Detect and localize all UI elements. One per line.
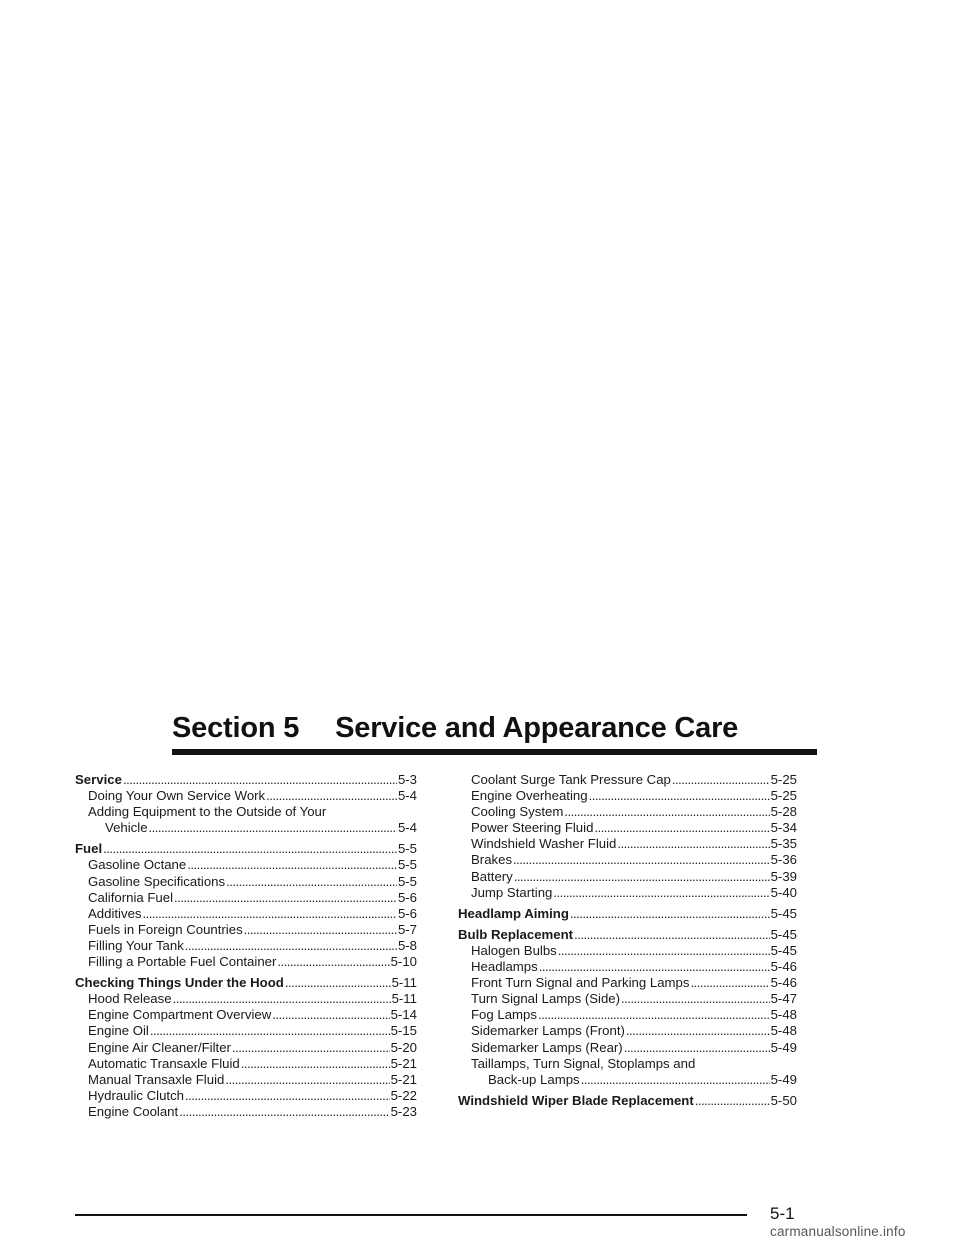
toc-entry-label: Automatic Transaxle Fluid (88, 1055, 240, 1071)
toc-leader-dots (174, 890, 397, 906)
toc-leader-dots (514, 869, 770, 885)
toc-entry-page: 5-36 (770, 852, 797, 868)
toc-leader-dots (558, 943, 770, 959)
toc-entry-label: Engine Oil (88, 1023, 149, 1039)
toc-entry-label: Taillamps, Turn Signal, Stoplamps and (471, 1055, 696, 1071)
toc-entry-label: Sidemarker Lamps (Front) (471, 1023, 625, 1039)
toc-entry-label: Windshield Wiper Blade Replacement (458, 1092, 694, 1108)
toc-leader-dots (225, 1072, 389, 1088)
toc-entry (75, 820, 417, 836)
toc-entry (458, 820, 797, 836)
toc-entry (458, 1072, 797, 1088)
toc-entry (458, 852, 797, 868)
watermark: carmanualsonline.info (770, 1224, 906, 1239)
toc-entry-page: 5-50 (770, 1092, 797, 1108)
toc-leader-dots (241, 1056, 390, 1072)
toc-entry-label: Engine Air Cleaner/Filter (88, 1039, 231, 1055)
toc-leader-dots (272, 1007, 389, 1023)
toc-entry-label: Gasoline Octane (88, 857, 187, 873)
toc-entry-label: Filling a Portable Fuel Container (88, 954, 277, 970)
toc-leader-dots (626, 1023, 770, 1039)
toc-entry-label: Hydraulic Clutch (88, 1087, 185, 1103)
toc-entry (458, 975, 797, 991)
toc-entry (75, 772, 417, 788)
toc-entry-page: 5-45 (770, 905, 797, 921)
toc-entry (458, 959, 797, 975)
toc-entry (75, 1007, 417, 1023)
toc-entry-page: 5-14 (390, 1007, 417, 1023)
toc-leader-dots (266, 788, 397, 804)
toc-entry-label: Vehicle (105, 820, 148, 836)
toc-entry-page: 5-6 (397, 889, 417, 905)
toc-entry (75, 1104, 417, 1120)
toc-entry (458, 927, 797, 943)
toc-leader-dots (617, 836, 769, 852)
toc-entry-label: Halogen Bulbs (471, 942, 557, 958)
toc-entry-page: 5-39 (770, 868, 797, 884)
toc-entry-label: Headlamps (471, 959, 538, 975)
toc-entry-label: Sidemarker Lamps (Rear) (471, 1039, 623, 1055)
toc-entry-page: 5-3 (397, 772, 417, 787)
toc-leader-dots (553, 885, 769, 901)
toc-leader-dots (277, 954, 389, 970)
toc-entry-page: 5-4 (397, 820, 417, 836)
toc-entry-label: Battery (471, 868, 513, 884)
toc-entry-label: Fog Lamps (471, 1007, 537, 1023)
toc-leader-dots (150, 1023, 390, 1039)
toc-entry-page: 5-46 (770, 975, 797, 991)
toc-leader-dots (123, 772, 397, 788)
toc-entry (75, 1023, 417, 1039)
toc-entry-page: 5-48 (770, 1023, 797, 1039)
toc-entry-label: Engine Overheating (471, 788, 588, 804)
toc-entry (458, 1023, 797, 1039)
toc-entry-label: Coolant Surge Tank Pressure Cap (471, 772, 671, 787)
toc-entry-label: Jump Starting (471, 884, 553, 900)
toc-leader-dots (185, 1088, 390, 1104)
toc-entry (75, 906, 417, 922)
toc-entry-page: 5-10 (390, 954, 417, 970)
toc-entry-page: 5-46 (770, 959, 797, 975)
toc-entry (458, 943, 797, 959)
toc-entry-page: 5-21 (390, 1055, 417, 1071)
toc-entry (75, 874, 417, 890)
section-title (172, 712, 812, 745)
toc-entry-page: 5-35 (770, 836, 797, 852)
toc-entry-page: 5-40 (770, 884, 797, 900)
toc-entry-page: 5-34 (770, 820, 797, 836)
toc-leader-dots (149, 820, 397, 836)
toc-entry (75, 890, 417, 906)
toc-leader-dots (103, 841, 397, 857)
toc-entry (458, 772, 797, 788)
title-rule (172, 749, 817, 755)
toc-leader-dots (564, 804, 769, 820)
toc-leader-dots (513, 852, 770, 868)
toc-leader-dots (173, 991, 391, 1007)
toc-entry-page: 5-5 (397, 841, 417, 857)
toc-entry-label: Hood Release (88, 991, 172, 1007)
toc-entry (75, 954, 417, 970)
toc-entry-label: Engine Coolant (88, 1103, 179, 1119)
toc-leader-dots (594, 820, 769, 836)
toc-entry (75, 938, 417, 954)
toc-entry-label: Fuels in Foreign Countries (88, 921, 243, 937)
toc-entry-page: 5-28 (770, 804, 797, 820)
toc-entry-page: 5-6 (397, 905, 417, 921)
toc-entry (75, 788, 417, 804)
toc-entry-page: 5-15 (390, 1023, 417, 1039)
toc-entry-page: 5-4 (397, 788, 417, 804)
toc-leader-dots (538, 1007, 770, 1023)
toc-entry-page: 5-21 (390, 1071, 417, 1087)
toc-leader-dots (187, 857, 397, 873)
toc-leader-dots (570, 906, 770, 922)
toc-entry-page: 5-7 (397, 921, 417, 937)
toc-entry (458, 885, 797, 901)
toc-entry-page: 5-5 (397, 857, 417, 873)
toc-entry (458, 788, 797, 804)
toc-entry-page: 5-45 (770, 942, 797, 958)
page-number: 5-1 (770, 1204, 795, 1223)
toc-entry-page: 5-48 (770, 1007, 797, 1023)
toc-entry-label: Gasoline Specifications (88, 873, 226, 889)
toc-entry-page: 5-45 (770, 926, 797, 942)
toc-leader-dots (179, 1104, 389, 1120)
toc-entry (75, 1088, 417, 1104)
toc-entry-label: Filling Your Tank (88, 937, 184, 953)
toc-entry (458, 991, 797, 1007)
toc-leader-dots (143, 906, 397, 922)
toc-leader-dots (589, 788, 770, 804)
toc-entry-page: 5-11 (391, 991, 417, 1007)
toc-entry-label: Additives (88, 905, 142, 921)
toc-leader-dots (539, 959, 770, 975)
toc-right-column (458, 772, 797, 1109)
toc-entry-label: Turn Signal Lamps (Side) (471, 991, 621, 1007)
toc-entry-page: 5-49 (770, 1039, 797, 1055)
toc-entry-label: Front Turn Signal and Parking Lamps (471, 975, 690, 991)
toc-entry (75, 1056, 417, 1072)
toc-entry (458, 1093, 797, 1109)
toc-entry-page: 5-11 (391, 975, 417, 991)
toc-entry-label: Manual Transaxle Fluid (88, 1071, 225, 1087)
toc-entry (75, 1040, 417, 1056)
toc-entry-page: 5-49 (770, 1071, 797, 1087)
toc-leader-dots (690, 975, 769, 991)
toc-entry (458, 836, 797, 852)
toc-entry-page: 5-8 (397, 937, 417, 953)
toc-entry-page: 5-25 (770, 772, 797, 787)
toc-entry-label: Engine Compartment Overview (88, 1007, 272, 1023)
toc-entry-label: California Fuel (88, 889, 174, 905)
toc-leader-dots (621, 991, 770, 1007)
section-number: Section 5 (172, 712, 300, 744)
toc-entry (458, 804, 797, 820)
toc-entry (75, 975, 417, 991)
toc-entry-label: Service (75, 772, 122, 787)
toc-entry (458, 1056, 797, 1072)
toc-leader-dots (232, 1040, 390, 1056)
toc-entry (458, 1040, 797, 1056)
toc-leader-dots (581, 1072, 770, 1088)
toc-entry-page: 5-23 (390, 1103, 417, 1119)
toc-entry-label: Cooling System (471, 804, 564, 820)
toc-entry-label: Bulb Replacement (458, 926, 574, 942)
toc-leader-dots (672, 772, 770, 788)
toc-entry-page: 5-25 (770, 788, 797, 804)
toc-leader-dots (624, 1040, 770, 1056)
toc-left-column (75, 772, 417, 1120)
toc-entry (458, 1007, 797, 1023)
toc-leader-dots (185, 938, 397, 954)
toc-entry-label: Back-up Lamps (488, 1071, 580, 1087)
toc-entry-label: Brakes (471, 852, 513, 868)
toc-entry (75, 922, 417, 938)
toc-entry (458, 906, 797, 922)
toc-entry (75, 857, 417, 873)
toc-leader-dots (244, 922, 397, 938)
toc-leader-dots (574, 927, 770, 943)
toc-entry-label: Windshield Washer Fluid (471, 836, 617, 852)
toc-entry-page: 5-5 (397, 873, 417, 889)
toc-entry-label: Adding Equipment to the Outside of Your (88, 804, 327, 820)
toc-entry-label: Doing Your Own Service Work (88, 788, 266, 804)
toc-entry (75, 804, 417, 820)
toc-entry (75, 841, 417, 857)
toc-leader-dots (285, 975, 391, 991)
toc-entry (75, 1072, 417, 1088)
toc-entry-label: Fuel (75, 841, 103, 857)
toc-entry (458, 869, 797, 885)
toc-entry (75, 991, 417, 1007)
footer-rule (75, 1214, 747, 1216)
toc-entry-label: Checking Things Under the Hood (75, 975, 284, 991)
toc-entry-page: 5-20 (390, 1039, 417, 1055)
toc-entry-page: 5-47 (770, 991, 797, 1007)
toc-leader-dots (695, 1093, 770, 1109)
toc-entry-label: Power Steering Fluid (471, 820, 594, 836)
toc-entry-label: Headlamp Aiming (458, 905, 569, 921)
section-name: Service and Appearance Care (335, 712, 739, 744)
toc-entry-page: 5-22 (390, 1087, 417, 1103)
toc-leader-dots (226, 874, 397, 890)
